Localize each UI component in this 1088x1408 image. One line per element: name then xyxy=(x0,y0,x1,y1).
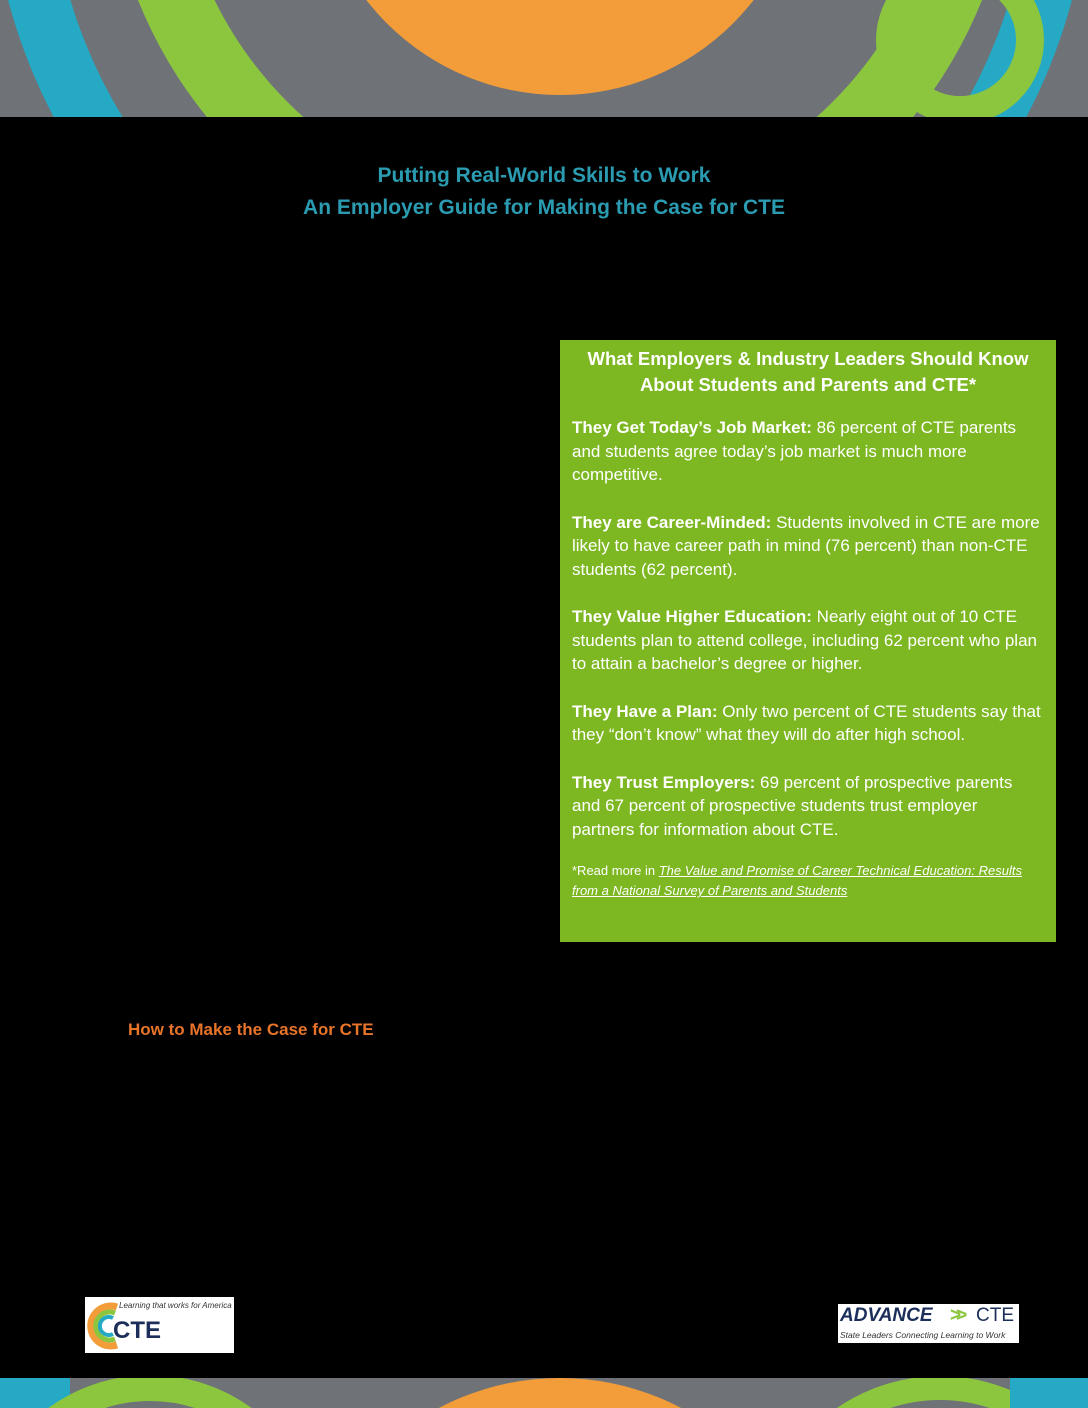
fact-lead: They are Career-Minded: xyxy=(572,512,772,532)
header-banner xyxy=(0,0,1088,117)
section-heading: How to Make the Case for CTE xyxy=(128,1020,374,1039)
fact-lead: They Have a Plan: xyxy=(572,701,718,721)
footnote-prefix: *Read more in xyxy=(572,863,659,878)
title-line-1: Putting Real-World Skills to Work xyxy=(377,164,711,187)
footer-banner xyxy=(0,1378,1088,1408)
header-banner-art xyxy=(0,0,1088,117)
advance-arrows-icon: >> xyxy=(950,1305,963,1326)
cte-logo-wordmark: CTE xyxy=(113,1317,161,1344)
advance-logo-cte: CTE xyxy=(976,1305,1014,1326)
fact-lead: They Get Today’s Job Market: xyxy=(572,418,812,437)
cte-logo-tagline: Learning that works for America xyxy=(119,1301,232,1310)
fact-lead: They Value Higher Education: xyxy=(572,607,812,626)
callout-footnote xyxy=(572,861,1044,901)
callout-heading-line-1: What Employers & Industry Leaders Should Know xyxy=(587,348,1029,369)
page-title xyxy=(0,160,1088,224)
fact-text: Students involved in CTE are more likely to have career path in mind (76 percent) than non-CTE students (62 percent). xyxy=(572,512,1040,579)
fact-career-minded xyxy=(572,511,1044,582)
advance-cte-logo xyxy=(838,1304,1019,1343)
fact-trust-employers xyxy=(572,771,1044,842)
fact-text: Only two percent of CTE students say that they “don’t know” what they will do after high school. xyxy=(572,701,1041,744)
cte-logo xyxy=(85,1297,234,1353)
fact-text: Nearly eight out of 10 CTE students plan to attend college, including 62 percent who plan to attain a bachelor’s degree or higher. xyxy=(572,607,1037,673)
advance-logo-tagline: State Leaders Connecting Learning to Work xyxy=(840,1330,1006,1340)
footer-banner-art xyxy=(0,1378,1088,1408)
callout-heading-line-2: About Students and Parents and CTE* xyxy=(639,374,977,395)
employer-facts-callout xyxy=(560,340,1056,942)
fact-text: 86 percent of CTE parents and students agree today’s job market is much more competitive. xyxy=(572,418,1017,484)
fact-job-market xyxy=(572,416,1044,487)
callout-heading xyxy=(572,346,1044,398)
footnote-report-link[interactable]: The Value and Promise of Career Technical Education: Results from a National Survey of Parents and Students xyxy=(572,863,1022,898)
fact-text: 69 percent of prospective parents and 67 percent of prospective students trust employer partners for information about CTE. xyxy=(572,772,1013,839)
fact-lead: They Trust Employers: xyxy=(572,772,756,792)
advance-logo-name: ADVANCE xyxy=(840,1305,933,1326)
fact-have-plan xyxy=(572,700,1044,747)
fact-higher-education xyxy=(572,605,1044,676)
title-line-2: An Employer Guide for Making the Case for CTE xyxy=(303,196,785,219)
